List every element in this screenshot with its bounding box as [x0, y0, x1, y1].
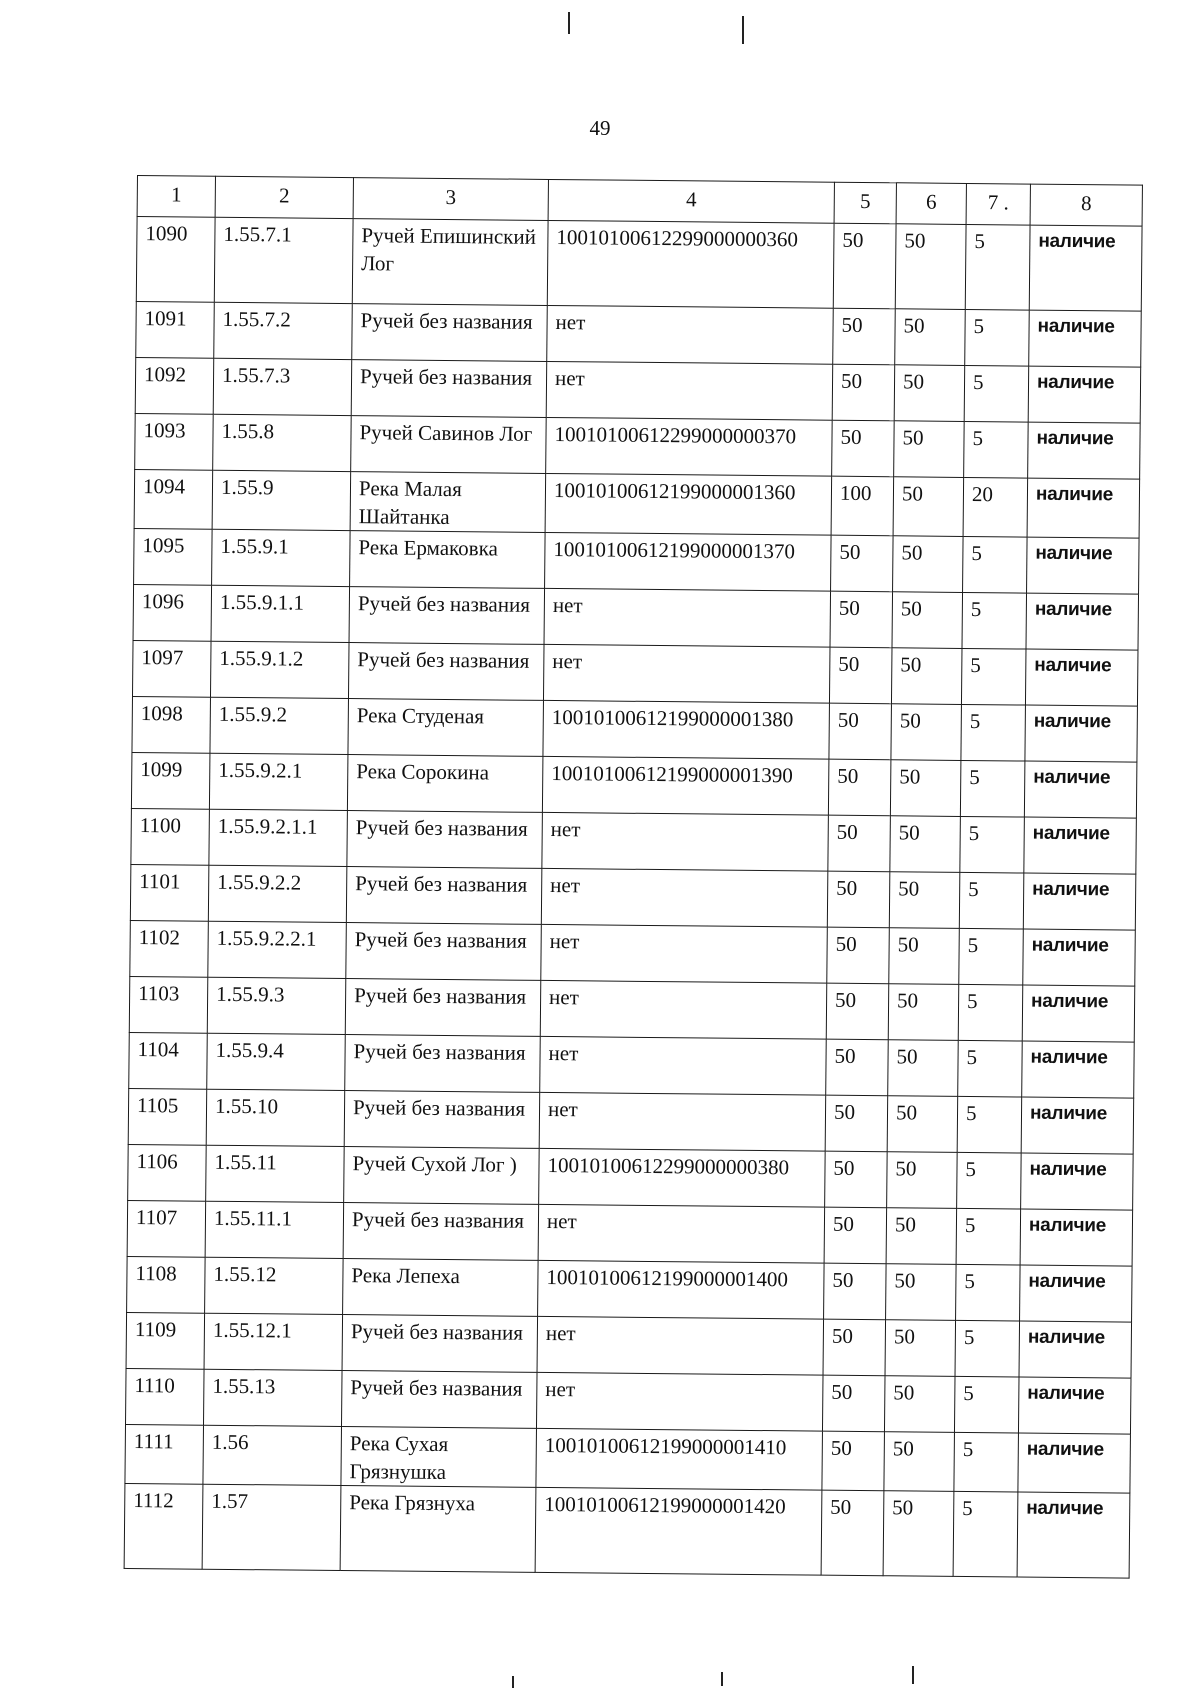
- row-number: 1110: [126, 1368, 205, 1425]
- col-5-value: 100: [831, 476, 894, 536]
- presence-value: наличие: [1029, 225, 1142, 311]
- row-number: 1094: [134, 469, 213, 529]
- water-object-name: Ручей без названия: [345, 979, 541, 1037]
- col-7-value: 5: [953, 1491, 1018, 1577]
- row-number: 1099: [131, 752, 210, 809]
- presence-value: наличие: [1020, 1209, 1133, 1266]
- column-header: 2: [215, 176, 353, 218]
- row-code: 1.55.9: [212, 470, 351, 530]
- col-7-value: 5: [957, 1152, 1022, 1209]
- col-5-value: 50: [823, 1319, 886, 1376]
- row-number: 1107: [127, 1200, 206, 1257]
- row-number: 1095: [134, 528, 213, 585]
- col-5-value: 50: [822, 1375, 885, 1432]
- row-number: 1103: [129, 976, 208, 1033]
- col-5-value: 50: [826, 983, 889, 1040]
- col-7-value: 5: [958, 1040, 1023, 1097]
- water-object-name: Ручей Савинов Лог: [351, 416, 547, 474]
- row-number: 1102: [130, 920, 209, 977]
- scan-mark-bottom-1: [512, 1676, 514, 1688]
- water-object-name: Ручей без названия: [344, 1091, 540, 1149]
- col-5-value: 50: [831, 535, 894, 592]
- scan-mark-bottom-3: [912, 1666, 914, 1684]
- col-6-value: 50: [890, 760, 961, 817]
- row-number: 1108: [127, 1256, 206, 1313]
- register-code: нет: [540, 1036, 827, 1095]
- register-code: нет: [538, 1204, 825, 1263]
- register-code: нет: [547, 305, 834, 364]
- presence-value: наличие: [1027, 478, 1140, 538]
- table-row: [127, 1256, 1132, 1322]
- col-7-value: 5: [962, 592, 1027, 649]
- row-code: 1.55.9.2: [210, 697, 349, 754]
- presence-value: наличие: [1021, 1097, 1134, 1154]
- register-code: 10010100612299000000380: [539, 1148, 826, 1207]
- presence-value: наличие: [1021, 1153, 1134, 1210]
- register-code: нет: [539, 1092, 826, 1151]
- register-code: нет: [543, 644, 830, 703]
- col-7-value: 5: [960, 816, 1025, 873]
- row-code: 1.55.9.4: [207, 1033, 346, 1090]
- col-5-value: 50: [821, 1490, 884, 1576]
- water-object-name: Ручей без названия: [341, 1371, 537, 1429]
- col-7-value: 5: [961, 704, 1026, 761]
- row-code: 1.55.11.1: [205, 1201, 344, 1258]
- row-number: 1091: [136, 301, 215, 358]
- table-row: [129, 976, 1134, 1042]
- column-header: 8: [1030, 184, 1142, 226]
- row-code: 1.56: [203, 1425, 342, 1485]
- water-object-name: Ручей без названия: [348, 643, 544, 701]
- col-7-value: 5: [965, 224, 1030, 310]
- col-5-value: 50: [825, 1095, 888, 1152]
- scan-mark-top-right: [742, 16, 744, 44]
- water-object-name: Ручей без названия: [349, 587, 545, 645]
- col-7-value: 5: [963, 536, 1028, 593]
- table-row: [132, 696, 1137, 762]
- col-5-value: 50: [825, 1151, 888, 1208]
- row-code: 1.55.9.1.1: [211, 585, 350, 642]
- water-object-name: Река Лепеха: [343, 1259, 539, 1317]
- row-code: 1.55.9.2.2: [208, 865, 347, 922]
- table-row: [129, 1032, 1134, 1098]
- register-code: 10010100612199000001370: [545, 532, 832, 591]
- row-code: 1.55.9.1: [212, 529, 351, 586]
- water-object-name: Ручей без названия: [343, 1203, 539, 1261]
- col-6-value: 50: [891, 704, 962, 761]
- col-5-value: 50: [833, 223, 896, 309]
- col-7-value: 5: [960, 760, 1025, 817]
- water-object-name: Река Ермаковка: [350, 531, 546, 589]
- row-number: 1105: [128, 1088, 207, 1145]
- presence-value: наличие: [1028, 366, 1141, 423]
- presence-value: наличие: [1026, 593, 1139, 650]
- col-7-value: 5: [958, 984, 1023, 1041]
- col-6-value: 50: [887, 1152, 958, 1209]
- col-7-value: 5: [954, 1432, 1019, 1492]
- col-6-value: 50: [891, 648, 962, 705]
- water-object-name: Река Сорокина: [347, 755, 543, 813]
- col-7-value: 5: [964, 365, 1029, 422]
- row-code: 1.55.9.3: [207, 977, 346, 1034]
- row-code: 1.55.7.3: [213, 358, 352, 415]
- register-code: 10010100612299000000360: [547, 220, 834, 308]
- column-header: 5: [834, 182, 896, 224]
- col-7-value: 20: [963, 477, 1028, 537]
- presence-value: наличие: [1027, 537, 1140, 594]
- water-objects-table: [124, 175, 1143, 1579]
- water-object-name: Ручей Епишинский Лог: [352, 219, 548, 306]
- row-number: 1097: [132, 640, 211, 697]
- col-7-value: 5: [954, 1376, 1019, 1433]
- register-code: нет: [542, 812, 829, 871]
- col-7-value: 5: [961, 648, 1026, 705]
- register-code: 10010100612199000001360: [545, 473, 832, 535]
- row-number: 1111: [125, 1424, 204, 1484]
- col-7-value: 5: [965, 309, 1030, 366]
- scan-mark-top-left: [568, 12, 570, 34]
- table-row: [128, 1088, 1133, 1154]
- table-row: [134, 469, 1140, 538]
- presence-value: наличие: [1018, 1433, 1131, 1493]
- register-code: 10010100612299000000370: [546, 417, 833, 476]
- col-5-value: 50: [828, 759, 891, 816]
- register-code: 10010100612199000001400: [538, 1260, 825, 1319]
- col-6-value: 50: [886, 1264, 957, 1321]
- register-code: нет: [544, 588, 831, 647]
- row-code: 1.55.11: [206, 1145, 345, 1202]
- presence-value: наличие: [1019, 1321, 1132, 1378]
- col-7-value: 5: [957, 1096, 1022, 1153]
- col-7-value: 5: [956, 1264, 1021, 1321]
- table-row: [127, 1200, 1132, 1266]
- table-row: [126, 1312, 1131, 1378]
- water-object-name: Ручей без названия: [345, 1035, 541, 1093]
- col-5-value: 50: [822, 1431, 885, 1491]
- scan-mark-bottom-2: [721, 1672, 723, 1686]
- presence-value: наличие: [1022, 1041, 1135, 1098]
- col-6-value: 50: [883, 1491, 954, 1577]
- table-row: [128, 1144, 1133, 1210]
- register-code: 10010100612199000001390: [542, 756, 829, 815]
- col-5-value: 50: [827, 927, 890, 984]
- table-body: [124, 217, 1142, 1579]
- col-6-value: 50: [884, 1376, 955, 1433]
- presence-value: наличие: [1022, 985, 1135, 1042]
- row-number: 1106: [128, 1144, 207, 1201]
- presence-value: наличие: [1029, 310, 1142, 367]
- col-6-value: 50: [893, 536, 964, 593]
- col-5-value: 50: [830, 591, 893, 648]
- col-7-value: 5: [955, 1320, 1020, 1377]
- presence-value: наличие: [1023, 929, 1136, 986]
- col-5-value: 50: [832, 364, 895, 421]
- col-5-value: 50: [832, 420, 895, 477]
- col-6-value: 50: [889, 928, 960, 985]
- row-number: 1092: [135, 357, 214, 414]
- water-object-name: Река Студеная: [348, 699, 544, 757]
- col-5-value: 50: [827, 871, 890, 928]
- water-object-name: Ручей без названия: [346, 867, 542, 925]
- presence-value: наличие: [1024, 817, 1137, 874]
- col-5-value: 50: [826, 1039, 889, 1096]
- col-6-value: 50: [894, 365, 965, 422]
- column-header: 4: [548, 179, 834, 223]
- col-6-value: 50: [889, 872, 960, 929]
- col-5-value: 50: [833, 308, 896, 365]
- column-header: 6: [896, 183, 966, 225]
- row-code: 1.57: [202, 1484, 341, 1570]
- col-6-value: 50: [886, 1208, 957, 1265]
- col-6-value: 50: [894, 421, 965, 478]
- water-object-name: Река Сухая Грязнушка: [341, 1427, 537, 1488]
- table-row: [131, 752, 1136, 818]
- row-number: 1100: [131, 808, 210, 865]
- col-7-value: 5: [959, 928, 1024, 985]
- register-code: нет: [541, 868, 828, 927]
- col-5-value: 50: [824, 1207, 887, 1264]
- presence-value: наличие: [1023, 873, 1136, 930]
- row-code: 1.55.9.2.1: [209, 753, 348, 810]
- presence-value: наличие: [1020, 1265, 1133, 1322]
- col-6-value: 50: [884, 1432, 955, 1492]
- table-row: [132, 640, 1137, 706]
- table-row: [130, 864, 1135, 930]
- column-header: 1: [137, 176, 215, 218]
- table-row: [125, 1424, 1131, 1493]
- presence-value: наличие: [1017, 1492, 1130, 1578]
- water-object-name: Ручей без названия: [351, 360, 547, 418]
- table-row: [134, 528, 1139, 594]
- presence-value: наличие: [1018, 1377, 1131, 1434]
- col-6-value: 50: [888, 1040, 959, 1097]
- row-number: 1109: [126, 1312, 205, 1369]
- presence-value: наличие: [1025, 649, 1138, 706]
- row-code: 1.55.9.1.2: [210, 641, 349, 698]
- table-row: [136, 217, 1142, 312]
- register-code: 10010100612199000001410: [536, 1428, 823, 1490]
- table-row: [131, 808, 1136, 874]
- col-5-value: 50: [828, 815, 891, 872]
- col-6-value: 50: [893, 477, 964, 537]
- col-6-value: 50: [895, 309, 966, 366]
- presence-value: наличие: [1028, 422, 1141, 479]
- row-number: 1096: [133, 584, 212, 641]
- table-row: [124, 1483, 1130, 1578]
- col-6-value: 50: [885, 1320, 956, 1377]
- col-7-value: 5: [959, 872, 1024, 929]
- presence-value: наличие: [1025, 705, 1138, 762]
- register-code: нет: [541, 924, 828, 983]
- row-code: 1.55.7.2: [214, 302, 353, 359]
- row-number: 1101: [130, 864, 209, 921]
- col-6-value: 50: [895, 224, 966, 310]
- row-code: 1.55.13: [204, 1369, 343, 1426]
- page-number: 49: [589, 116, 611, 140]
- col-7-value: 5: [956, 1208, 1021, 1265]
- col-5-value: 50: [829, 647, 892, 704]
- water-object-name: Ручей Сухой Лог ): [344, 1147, 540, 1205]
- row-code: 1.55.8: [213, 414, 352, 471]
- row-number: 1090: [136, 217, 215, 303]
- register-code: 10010100612199000001380: [543, 700, 830, 759]
- column-header: 3: [353, 178, 548, 221]
- water-object-name: Река Малая Шайтанка: [350, 472, 546, 533]
- presence-value: наличие: [1024, 761, 1137, 818]
- column-header: 7 .: [966, 183, 1030, 225]
- row-code: 1.55.9.2.1.1: [209, 809, 348, 866]
- table-row: [136, 301, 1141, 367]
- row-code: 1.55.10: [206, 1089, 345, 1146]
- col-6-value: 50: [888, 984, 959, 1041]
- register-code: нет: [536, 1372, 823, 1431]
- table-row: [135, 413, 1140, 479]
- row-code: 1.55.7.1: [214, 217, 353, 303]
- col-6-value: 50: [890, 816, 961, 873]
- row-number: 1098: [132, 696, 211, 753]
- register-code: нет: [546, 361, 833, 420]
- table-row: [126, 1368, 1131, 1434]
- col-7-value: 5: [964, 421, 1029, 478]
- water-object-name: Ручей без названия: [342, 1315, 538, 1373]
- register-code: нет: [540, 980, 827, 1039]
- register-code: 10010100612199000001420: [535, 1487, 822, 1575]
- table-row: [133, 584, 1138, 650]
- row-number: 1093: [135, 413, 214, 470]
- water-object-name: Ручей без названия: [347, 811, 543, 869]
- water-object-name: Река Грязнуха: [340, 1486, 536, 1573]
- col-6-value: 50: [887, 1096, 958, 1153]
- table-row: [135, 357, 1140, 423]
- row-number: 1112: [124, 1483, 203, 1569]
- row-code: 1.55.9.2.2.1: [208, 921, 347, 978]
- register-code: нет: [537, 1316, 824, 1375]
- row-code: 1.55.12: [205, 1257, 344, 1314]
- col-6-value: 50: [892, 592, 963, 649]
- col-5-value: 50: [824, 1263, 887, 1320]
- col-5-value: 50: [829, 703, 892, 760]
- water-object-name: Ручей без названия: [346, 923, 542, 981]
- table-row: [130, 920, 1135, 986]
- water-object-name: Ручей без названия: [352, 304, 548, 362]
- row-number: 1104: [129, 1032, 208, 1089]
- row-code: 1.55.12.1: [204, 1313, 343, 1370]
